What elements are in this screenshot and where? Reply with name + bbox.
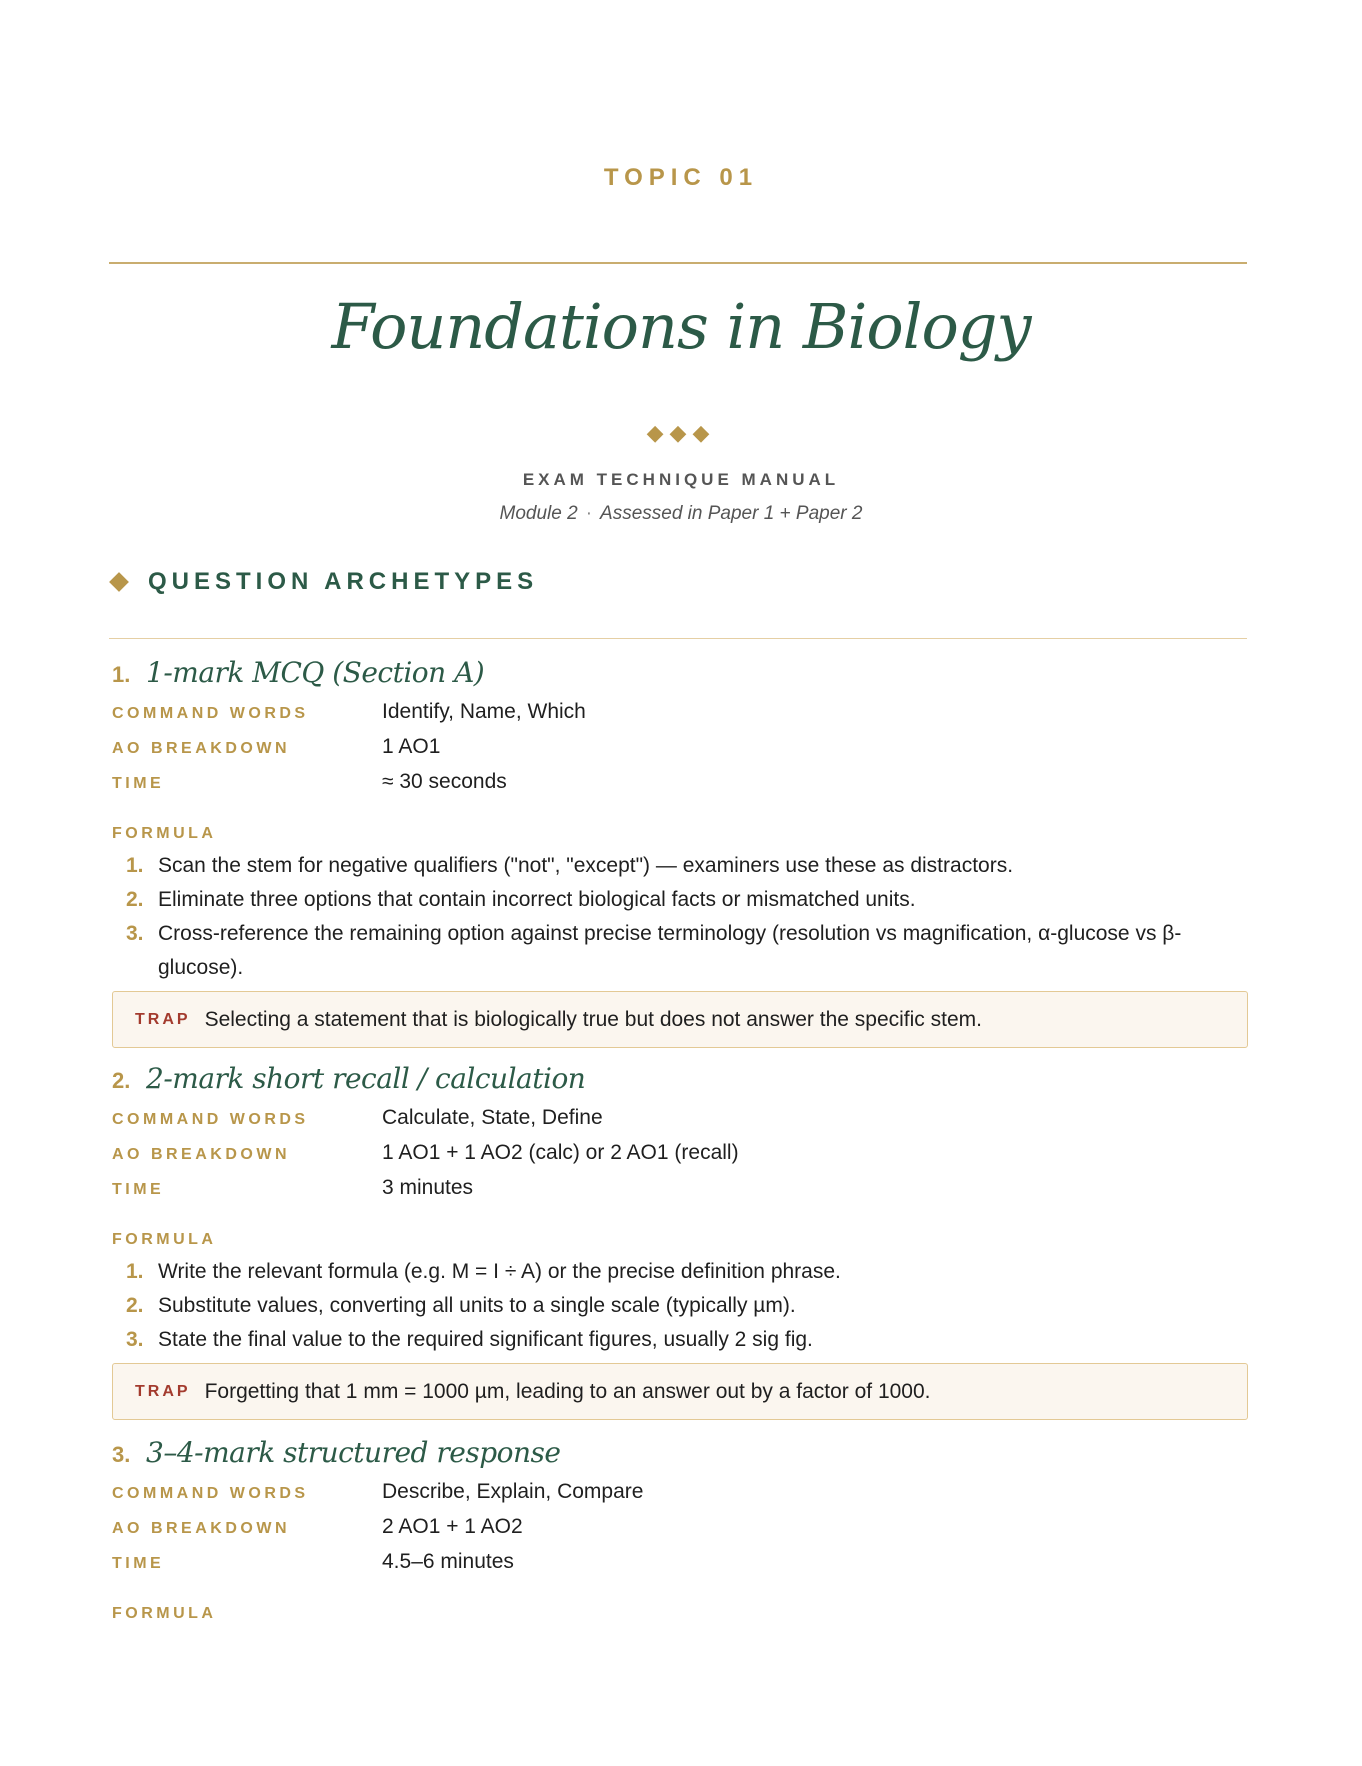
question-number: 2. [112, 1068, 131, 1093]
formula-step [126, 1255, 1248, 1289]
module-info [0, 503, 1362, 525]
topic-label: TOPIC 01 [603, 164, 759, 191]
question-number: 3. [112, 1442, 131, 1467]
step-number: 3. [126, 1328, 144, 1351]
formula-label: FORMULA [112, 1605, 217, 1622]
ao-breakdown-row [112, 1515, 1248, 1550]
question-name: 3–4-mark structured response [146, 1436, 561, 1469]
step-text: Scan the stem for negative qualifiers ("not", "except") — examiners use these as distractors. [158, 854, 1014, 877]
manual-subtitle: EXAM TECHNIQUE MANUAL [522, 470, 840, 489]
command-words-value: Identify, Name, Which [382, 700, 586, 723]
question-name: 2-mark short recall / calculation [146, 1062, 586, 1095]
question-archetype-2 [112, 1062, 1248, 1420]
time-label: TIME [112, 1555, 165, 1572]
ao-breakdown-label: AO BREAKDOWN [112, 1146, 290, 1163]
step-text: Write the relevant formula (e.g. M = I ÷ A) or the precise definition phrase. [158, 1260, 841, 1283]
step-text: Cross-reference the remaining option against precise terminology (resolution vs magnification, α-glucose vs β-glucose). [158, 922, 1182, 979]
command-words-value: Describe, Explain, Compare [382, 1480, 644, 1503]
ao-breakdown-label: AO BREAKDOWN [112, 1520, 290, 1537]
time-value: 3 minutes [382, 1176, 474, 1199]
question-archetype-3 [112, 1436, 1248, 1629]
diamond-bullet-icon [109, 572, 129, 592]
ao-breakdown-value: 2 AO1 + 1 AO2 [382, 1515, 523, 1538]
time-value: ≈ 30 seconds [382, 770, 507, 793]
step-text: Substitute values, converting all units to a single scale (typically µm). [158, 1294, 796, 1317]
command-words-label: COMMAND WORDS [112, 705, 309, 722]
step-number: 2. [126, 1294, 144, 1317]
command-words-label: COMMAND WORDS [112, 1111, 309, 1128]
module-name: Module 2 [499, 503, 578, 524]
formula-label: FORMULA [112, 1231, 217, 1248]
step-text: Eliminate three options that contain incorrect biological facts or mismatched units. [158, 888, 916, 911]
question-title [112, 656, 1248, 700]
step-number: 3. [126, 922, 144, 945]
time-row [112, 1550, 1248, 1585]
formula-label: FORMULA [112, 825, 217, 842]
trap-label: TRAP [135, 1382, 191, 1400]
section-divider [109, 638, 1247, 639]
formula-steps [112, 849, 1248, 985]
time-row [112, 1176, 1248, 1211]
time-row [112, 770, 1248, 805]
formula-step [126, 849, 1248, 883]
question-name: 1-mark MCQ (Section A) [146, 656, 485, 689]
trap-label: TRAP [135, 1010, 191, 1028]
command-words-value: Calculate, State, Define [382, 1106, 603, 1129]
formula-step [126, 883, 1248, 917]
step-number: 2. [126, 888, 144, 911]
diamond-ornament-icon: ◆◆◆ [646, 420, 716, 445]
assessment-info: Assessed in Paper 1 + Paper 2 [600, 503, 863, 524]
step-number: 1. [126, 854, 144, 877]
trap-text: Selecting a statement that is biologically true but does not answer the specific stem. [204, 1007, 982, 1031]
trap-callout [112, 1363, 1248, 1420]
step-text: State the final value to the required significant figures, usually 2 sig fig. [158, 1328, 813, 1351]
question-title [112, 1062, 1248, 1106]
time-value: 4.5–6 minutes [382, 1550, 514, 1573]
formula-step [126, 1289, 1248, 1323]
time-label: TIME [112, 1181, 165, 1198]
ao-breakdown-row [112, 735, 1248, 770]
question-archetype-1 [112, 656, 1248, 1048]
formula-step [126, 917, 1248, 985]
module-separator: · [585, 503, 593, 524]
formula-steps [112, 1255, 1248, 1357]
command-words-row [112, 700, 1248, 735]
formula-step [126, 1323, 1248, 1357]
time-label: TIME [112, 775, 165, 792]
trap-callout [112, 991, 1248, 1048]
ao-breakdown-label: AO BREAKDOWN [112, 740, 290, 757]
header-divider [109, 262, 1247, 264]
ao-breakdown-row [112, 1141, 1248, 1176]
section-heading [112, 568, 538, 596]
command-words-row [112, 1480, 1248, 1515]
page-title: Foundations in Biology [331, 290, 1031, 363]
ao-breakdown-value: 1 AO1 [382, 735, 441, 758]
command-words-row [112, 1106, 1248, 1141]
question-title [112, 1436, 1248, 1480]
section-heading-text: QUESTION ARCHETYPES [148, 568, 539, 595]
ao-breakdown-value: 1 AO1 + 1 AO2 (calc) or 2 AO1 (recall) [382, 1141, 739, 1164]
question-number: 1. [112, 662, 131, 687]
trap-text: Forgetting that 1 mm = 1000 µm, leading to an answer out by a factor of 1000. [204, 1379, 931, 1403]
command-words-label: COMMAND WORDS [112, 1485, 309, 1502]
step-number: 1. [126, 1260, 144, 1283]
